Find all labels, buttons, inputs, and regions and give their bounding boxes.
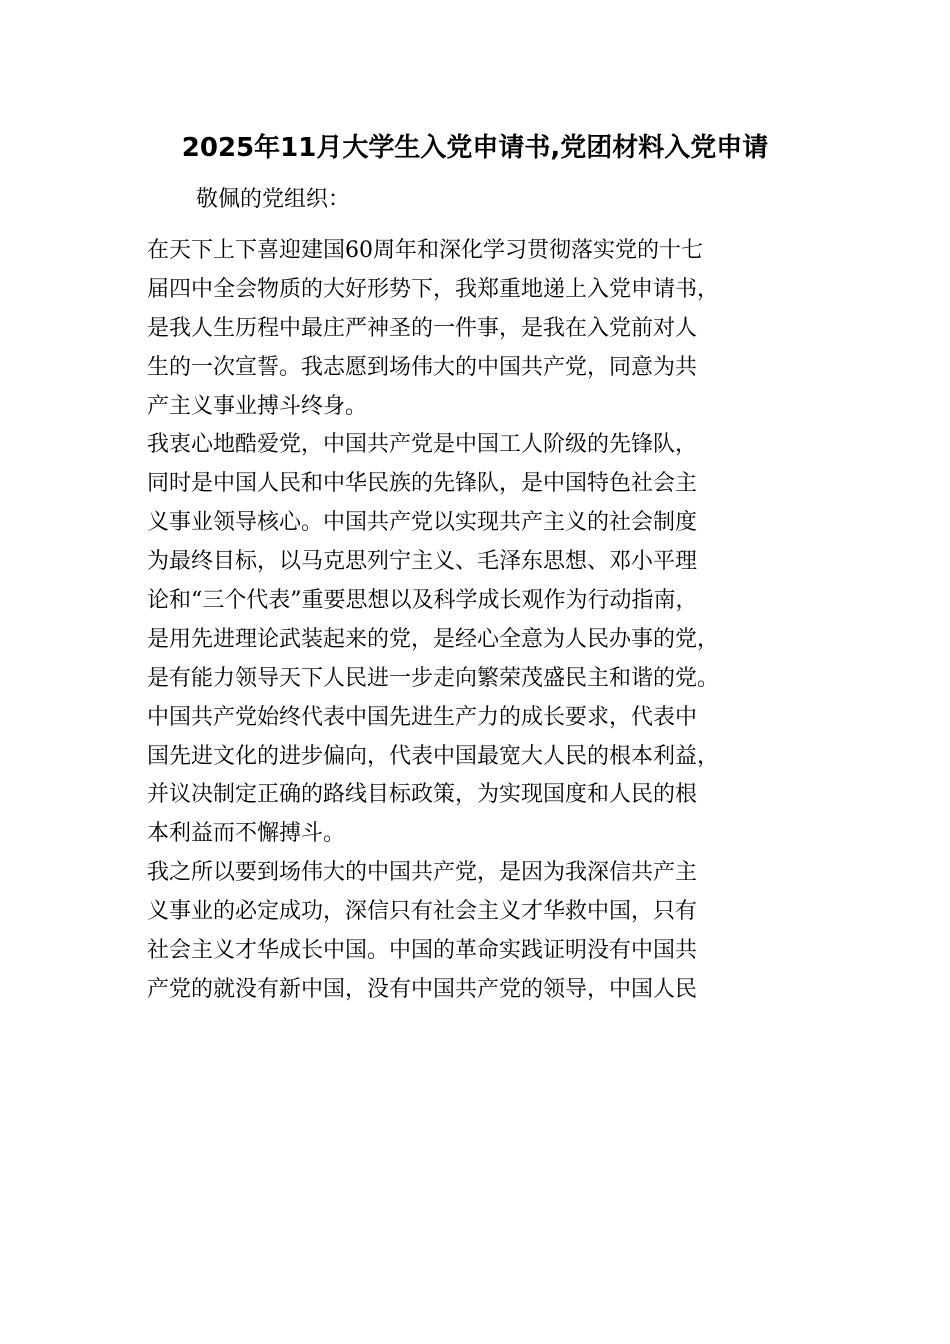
body-line: 同时是中国人民和中华民族的先锋队，是中国特色社会主 bbox=[147, 471, 698, 497]
body-line: 我衷心地酷爱党，中国共产党是中国工人阶级的先锋队， bbox=[147, 432, 698, 458]
body-line: 产主义事业搏斗终身。 bbox=[147, 393, 368, 419]
body-line: 义事业领导核心。中国共产党以实现共产主义的社会制度 bbox=[147, 510, 698, 536]
body-line: 是有能力领导天下人民进一步走向繁荣茂盛民主和谐的党。 bbox=[147, 665, 720, 691]
body-line: 论和“三个代表”重要思想以及科学成长观作为行动指南， bbox=[147, 588, 698, 614]
body-line: 生的一次宣誓。我志愿到场伟大的中国共产党，同意为共 bbox=[147, 354, 698, 380]
body-line: 产党的就没有新中国，没有中国共产党的领导，中国人民 bbox=[147, 976, 698, 1002]
body-line: 在天下上下喜迎建国60周年和深化学习贯彻落实党的十七 bbox=[147, 238, 703, 263]
body-line: 是用先进理论武装起来的党，是经心全意为人民办事的党， bbox=[147, 626, 720, 652]
body-line: 中国共产党始终代表中国先进生产力的成长要求，代表中 bbox=[147, 704, 698, 730]
body-line: 为最终目标，以马克思列宁主义、毛泽东思想、邓小平理 bbox=[147, 549, 698, 575]
body-line: 届四中全会物质的大好形势下，我郑重地递上入党申请书， bbox=[147, 276, 720, 302]
body-line: 是我人生历程中最庄严神圣的一件事，是我在入党前对人 bbox=[147, 315, 698, 341]
body-line: 我之所以要到场伟大的中国共产党，是因为我深信共产主 bbox=[147, 860, 698, 886]
salutation: 敬佩的党组织： bbox=[196, 187, 351, 212]
body-line: 义事业的必定成功，深信只有社会主义才华救中国，只有 bbox=[147, 899, 698, 925]
document-title: 2025年11月大学生入党申请书,党团材料入党申请 bbox=[181, 133, 769, 163]
body-line: 国先进文化的进步偏向，代表中国最宽大人民的根本利益， bbox=[147, 743, 720, 769]
body-line: 并议决制定正确的路线目标政策，为实现国度和人民的根 bbox=[147, 782, 698, 808]
body-line: 社会主义才华成长中国。中国的革命实践证明没有中国共 bbox=[147, 938, 698, 964]
document-body bbox=[147, 232, 807, 1010]
body-line: 本利益而不懈搏斗。 bbox=[147, 821, 346, 847]
